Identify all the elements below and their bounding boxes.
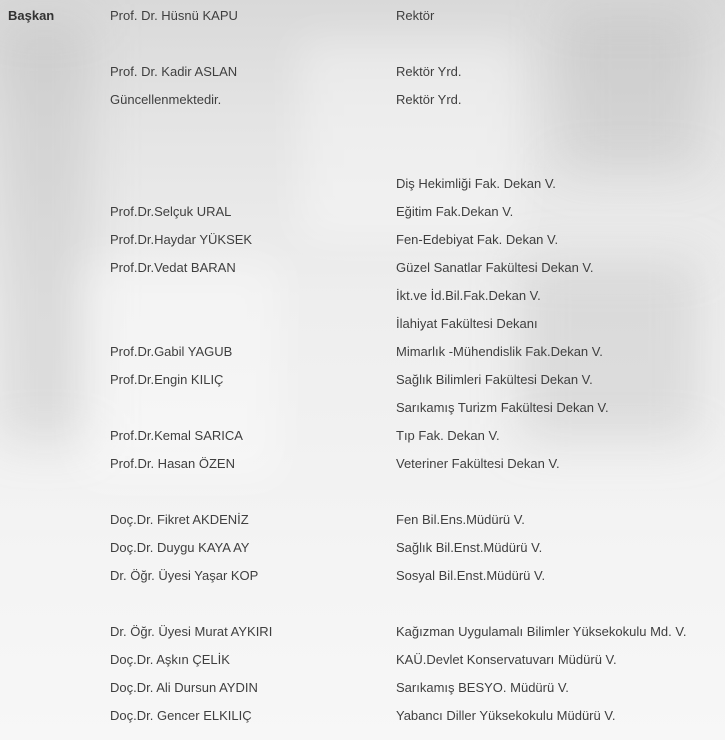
member-name: Doç.Dr. Aşkın ÇELİK: [110, 652, 230, 667]
board-member-row: [0, 314, 725, 334]
board-member-row: [0, 6, 725, 26]
member-position: Güzel Sanatlar Fakültesi Dekan V.: [396, 260, 594, 275]
board-member-row: [0, 174, 725, 194]
member-name: Prof.Dr.Engin KILIÇ: [110, 372, 224, 387]
board-member-row: [0, 566, 725, 586]
board-member-row: [0, 90, 725, 110]
board-member-row: [0, 230, 725, 250]
member-position: Kağızman Uygulamalı Bilimler Yüksekokulu Md. V.: [396, 624, 687, 639]
member-name: Prof. Dr. Kadir ASLAN: [110, 64, 238, 79]
member-position: Sağlık Bilimleri Fakültesi Dekan V.: [396, 372, 593, 387]
member-position: Fen Bil.Ens.Müdürü V.: [396, 512, 525, 527]
member-position: Eğitim Fak.Dekan V.: [396, 204, 514, 219]
board-member-row: [0, 650, 725, 670]
member-position: Rektör: [396, 8, 435, 23]
member-position: İkt.ve İd.Bil.Fak.Dekan V.: [396, 288, 541, 303]
member-name: Doç.Dr. Fikret AKDENİZ: [110, 512, 249, 527]
member-position: Mimarlık -Mühendislik Fak.Dekan V.: [396, 344, 603, 359]
member-name: Prof. Dr. Hüsnü KAPU: [110, 8, 238, 23]
member-position: Tıp Fak. Dekan V.: [396, 428, 500, 443]
member-position: Diş Hekimliği Fak. Dekan V.: [396, 176, 556, 191]
member-name: Dr. Öğr. Üyesi Murat AYKIRI: [110, 624, 273, 639]
member-name: Doç.Dr. Gencer ELKILIÇ: [110, 708, 252, 723]
board-member-row: [0, 510, 725, 530]
board-member-row: [0, 706, 725, 726]
board-member-row: [0, 342, 725, 362]
board-member-row: [0, 426, 725, 446]
member-position: Fen-Edebiyat Fak. Dekan V.: [396, 232, 559, 247]
member-position: Rektör Yrd.: [396, 64, 462, 79]
member-position: Sağlık Bil.Enst.Müdürü V.: [396, 540, 543, 555]
member-name: Doç.Dr. Ali Dursun AYDIN: [110, 680, 258, 695]
member-name: Dr. Öğr. Üyesi Yaşar KOP: [110, 568, 259, 583]
chairman-label: Başkan: [8, 8, 55, 23]
member-name: Prof.Dr.Selçuk URAL: [110, 204, 232, 219]
member-position: Sarıkamış Turizm Fakültesi Dekan V.: [396, 400, 609, 415]
board-member-row: [0, 678, 725, 698]
board-member-row: [0, 398, 725, 418]
member-name: Doç.Dr. Duygu KAYA AY: [110, 540, 250, 555]
member-position: Veteriner Fakültesi Dekan V.: [396, 456, 560, 471]
member-name: Güncellenmektedir.: [110, 92, 222, 107]
board-member-row: [0, 286, 725, 306]
member-position: Rektör Yrd.: [396, 92, 462, 107]
member-name: Prof.Dr.Vedat BARAN: [110, 260, 236, 275]
board-member-row: [0, 538, 725, 558]
member-position: İlahiyat Fakültesi Dekanı: [396, 316, 538, 331]
member-position: Sosyal Bil.Enst.Müdürü V.: [396, 568, 546, 583]
board-member-row: [0, 622, 725, 642]
member-name: Prof.Dr.Haydar YÜKSEK: [110, 232, 253, 247]
member-name: Prof.Dr.Gabil YAGUB: [110, 344, 233, 359]
member-name: Prof.Dr.Kemal SARICA: [110, 428, 243, 443]
board-member-row: [0, 202, 725, 222]
member-position: Yabancı Diller Yüksekokulu Müdürü V.: [396, 708, 616, 723]
member-position: Sarıkamış BESYO. Müdürü V.: [396, 680, 569, 695]
board-member-row: [0, 258, 725, 278]
member-name: Prof.Dr. Hasan ÖZEN: [110, 456, 235, 471]
board-member-row: [0, 454, 725, 474]
board-member-row: [0, 62, 725, 82]
member-position: KAÜ.Devlet Konservatuvarı Müdürü V.: [396, 652, 617, 667]
board-member-row: [0, 370, 725, 390]
